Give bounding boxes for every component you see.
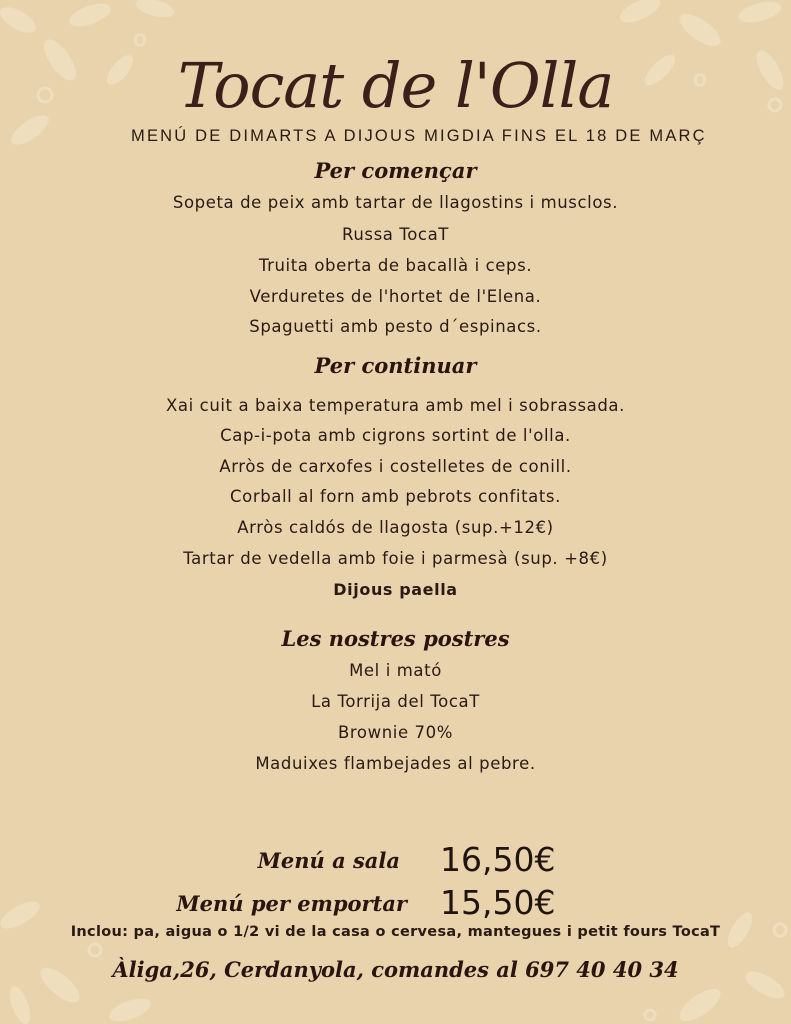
menu-item: Tartar de vedella amb foie i parmesà (sup. +8€) <box>183 549 608 568</box>
section-title-mains: Per continuar <box>314 353 477 378</box>
menu-item: Arròs caldós de llagosta (sup.+12€) <box>237 518 554 537</box>
menu-item-highlight: Dijous paella <box>333 580 458 599</box>
menu-item: Truita oberta de bacallà i ceps. <box>258 256 533 275</box>
menu-subtitle: MENÚ DE DIMARTS A DIJOUS MIGDIA FINS EL 18 DE MARÇ <box>131 127 707 145</box>
menu-item: Spaguetti amb pesto d´espinacs. <box>249 317 542 336</box>
menu-item: Xai cuit a baixa temperatura amb mel i sobrassada. <box>166 396 625 415</box>
menu-item: Verduretes de l'hortet de l'Elena. <box>249 287 542 306</box>
price-value-takeaway: 15,50€ <box>440 883 556 922</box>
price-value-dine-in: 16,50€ <box>440 840 556 879</box>
menu-item: Sopeta de peix amb tartar de llagostins i musclos. <box>172 193 619 212</box>
menu-item: La Torrija del TocaT <box>311 692 480 711</box>
address-phone: Àliga,26, Cerdanyola, comandes al 697 40 40 34 <box>112 957 679 982</box>
includes-note: Inclou: pa, aigua o 1/2 vi de la casa o cervesa, mantegues i petit fours TocaT <box>70 924 721 940</box>
section-title-desserts: Les nostres postres <box>281 626 510 651</box>
restaurant-title: Tocat de l'Olla <box>177 49 614 122</box>
menu-item: Maduixes flambejades al pebre. <box>255 754 536 773</box>
menu-item: Cap-i-pota amb cigrons sortint de l'olla. <box>220 426 571 445</box>
price-label-takeaway: Menú per emportar <box>176 891 407 916</box>
menu-item: Corball al forn amb pebrots confitats. <box>230 487 561 506</box>
menu-item: Arròs de carxofes i costelletes de conill. <box>219 457 572 476</box>
menu-item: Mel i mató <box>349 661 442 680</box>
price-label-dine-in: Menú a sala <box>257 848 400 873</box>
menu-item: Russa TocaT <box>342 225 449 244</box>
section-title-starters: Per començar <box>314 158 477 183</box>
menu-item: Brownie 70% <box>337 723 454 742</box>
